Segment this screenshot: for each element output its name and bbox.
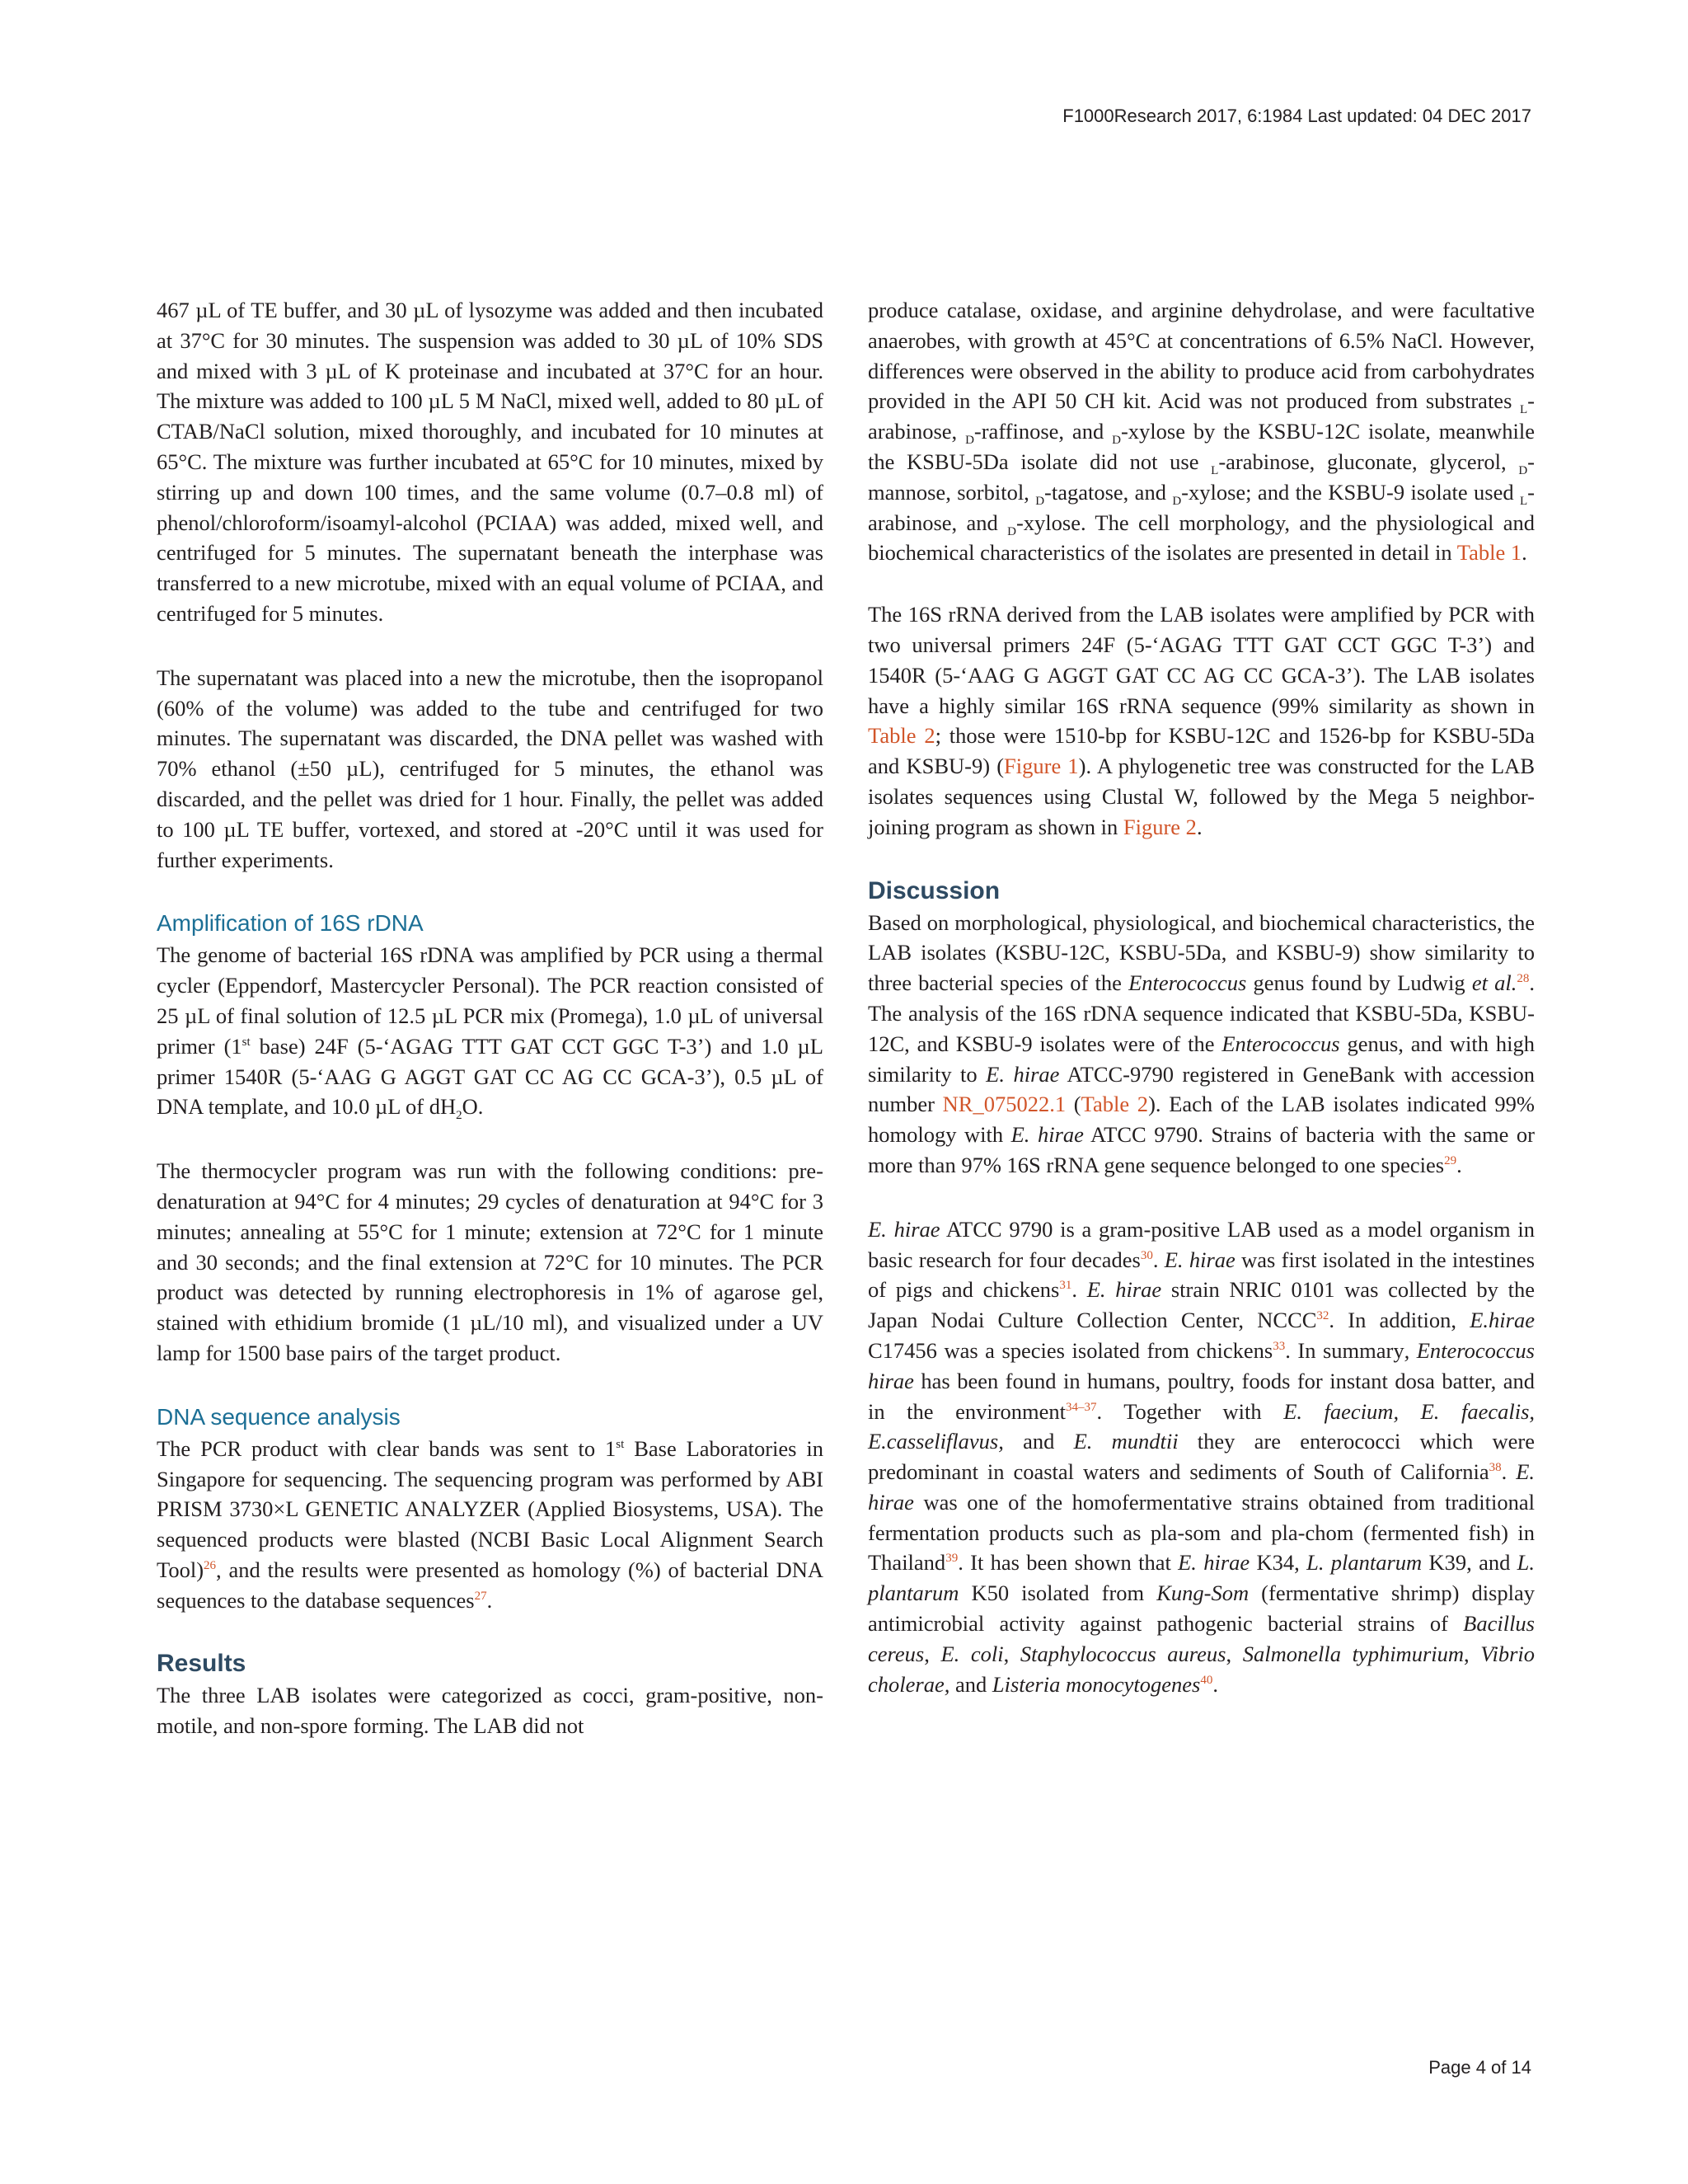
citation-link-31[interactable]: 31 <box>1059 1279 1072 1293</box>
table-1-link[interactable]: Table 1 <box>1456 540 1522 566</box>
page-number: Page 4 of 14 <box>1428 2057 1531 2078</box>
citation-link-38[interactable]: 38 <box>1489 1461 1502 1475</box>
paragraph-sequencing: The PCR product with clear bands was sent to 1st Base Laboratories in Singapore for sequencing. The sequencing program was performed by ABI PRISM 3730×L GENETIC ANALYZER (Applied Biosystems, USA). The sequenced products were blasted (NCBI Basic Local Alignment Search Tool)$^{26}$, and the results were presented as homology (%) of bacterial DNA sequences to the database sequences$^{27}$. <box>157 1435 823 1613</box>
paragraph-16s-rrna: The 16S rRNA derived from the LAB isolates were amplified by PCR with two universal primers 24F (5-‘AGAG TTT GAT CCT GGC T-3’) and 1540R (5-‘AAG G AGGT GAT CC AG CC GCA-3’). The LAB isolates have a highly similar 16S rRNA sequence (99% similarity as shown in Table 2; those were 1510-bp for KSBU-12C and 1526-bp for KSBU-5Da and KSBU-9) (Figure 1). A phylogenetic tree was constructed for the LAB isolates sequences using Clustal W, followed by the Mega 5 neighbor-joining program as shown in Figure 2. <box>868 602 1535 839</box>
heading-dna-sequence-analysis: DNA sequence analysis <box>157 1403 401 1430</box>
paragraph-pcr-reaction: The genome of bacterial 16S rDNA was amplified by PCR using a thermal cycler (Eppendorf, Mastercycler Personal). The PCR reaction consisted of 25 µL of final solution of 12.5 µL PCR mix (Promega), 1.0 µL of universal primer (1st base) 24F (5-‘AGAG TTT GAT CCT GGC T-3’) and 1.0 µL primer 1540R (5-‘AAG G AGGT GAT CC AG CC GCA-3’), 0.5 µL of DNA template, and 10.0 µL of $dH_2O$. <box>157 942 823 1123</box>
citation-link-30[interactable]: 30 <box>1140 1248 1153 1262</box>
paragraph-discussion-ehirae: E. hirae ATCC 9790 is a gram-positive LAB used as a model organism in basic research for four decades$^{30}$. E. hirae was first isolated in the intestines of pigs and chickens$^{31}$. E. hirae strain NRIC 0101 was collected by the Japan Nodai Culture Collection Center, NCCC$^{32}$. In addition, E.hirae C17456 was a species isolated from chickens$^{33}$. In summary, Enterococcus hirae has been found in humans, poultry, foods for instant dosa batter, and in the environment$^{34-37}$. Together with E. faecium, E. faecalis, E.casseliflavus, and E. mundtii they are enterococci which were predominant in coastal waters and sediments of South of California$^{38}$. E. hirae was one of the homofermentative strains obtained from traditional fermentation products such as pla-som and pla-chom (fermented fish) in Thailand$^{39}$. It has been shown that E. hirae K34, L. plantarum K39, and L. plantarum K50 isolated from Kung-Som (fermentative shrimp) display antimicrobial activity against pathogenic bacterial strains of Bacillus cereus, E. coli, Staphylococcus aureus, Salmonella typhimurium, Vibrio cholerae, and Listeria monocytogenes$^{40}$. <box>868 1216 1536 1697</box>
running-header: F1000Research 2017, 6:1984 Last updated: 04 DEC 2017 <box>1062 106 1531 126</box>
heading-amplification: Amplification of 16S rDNA <box>157 910 424 937</box>
paragraph-results-biochem: produce catalase, oxidase, and arginine dehydrolase, and were facultative anaerobes, with growth at 45°C at concentrations of 6.5% NaCl. However, differences were observed in the ability to produce acid from carbohydrates provided in the API 50 CH kit. Acid was not produced from substrates $_L$-arabinose, $_D$-raffinose, and $_D$-xylose by the KSBU-12C isolate, meanwhile the KSBU-5Da isolate did not use $_L$-arabinose, gluconate, glycerol, $_D$-mannose, sorbitol, $_D$-tagatose, and $_D$-xylose; and the KSBU-9 isolate used $_L$-arabinose, and $_D$-xylose. The cell morphology, and the physiological and biochemical characteristics of the isolates are presented in detail in Table 1. <box>868 298 1536 566</box>
paragraph-thermocycler: The thermocycler program was run with the following conditions: pre-denaturation at 94°C for 4 minutes; 29 cycles of denaturation at 94°C for 3 minutes; annealing at 55°C for 1 minute; extension at 72°C for 1 minute and 30 seconds; and the final extension at 72°C for 10 minutes. The PCR product was detected by running electrophoresis in 1% of agarose gel, stained with ethidium bromide (1 µL/10 ml), and visualized under a UV lamp for 1500 base pairs of the target product. <box>157 1158 823 1365</box>
citation-link-26[interactable]: 26 <box>204 1558 217 1572</box>
figure-2-link[interactable]: Figure 2 <box>1123 814 1197 839</box>
figure-1-link[interactable]: Figure 1 <box>1004 754 1079 779</box>
paragraph-results-intro: The three LAB isolates were categorized as cocci, gram-positive, non-motile, and non-spore forming. The LAB did not <box>157 1683 823 1739</box>
right-column <box>868 295 1535 1733</box>
citation-link-29[interactable]: 29 <box>1444 1153 1457 1167</box>
citation-link-32[interactable]: 32 <box>1316 1309 1329 1323</box>
citation-link-39[interactable]: 39 <box>945 1552 959 1566</box>
citation-link-28[interactable]: 28 <box>1517 972 1530 986</box>
citation-link-27[interactable]: 27 <box>474 1589 487 1603</box>
left-column <box>157 295 823 1775</box>
table-2-link[interactable]: Table 2 <box>868 723 935 749</box>
paragraph-discussion-similarity: Based on morphological, physiological, and biochemical characteristics, the LAB isolates (KSBU-12C, KSBU-5Da, and KSBU-9) show similarity to three bacterial species of the Enterococcus genus found by Ludwig et al.$^{28}$. The analysis of the 16S rDNA sequence indicated that KSBU-5Da, KSBU-12C, and KSBU-9 isolates were of the Enterococcus genus, and with high similarity to E. hirae ATCC-9790 registered in GeneBank with accession number NR_075022.1 (Table 2). Each of the LAB isolates indicated 99% homology with E. hirae ATCC 9790. Strains of bacteria with the same or more than 97% 16S rRNA gene sequence belonged to one species$^{29}$. <box>868 909 1536 1177</box>
paragraph-dna-extraction: 467 µL of TE buffer, and 30 µL of lysozyme was added and then incubated at 37°C for 30 minutes. The suspension was added to 30 µL of 10% SDS and mixed with 3 µL of K proteinase and incubated at 37°C for an hour. The mixture was added to 100 µL 5 M NaCl, mixed well, added to 80 µL of CTAB/NaCl solution, mixed thoroughly, and incubated for 10 minutes at 65°C. The mixture was further incubated at 65°C for 10 minutes, mixed by stirring up and down 100 times, and the same volume (0.7–0.8 ml) of phenol/chloroform/isoamyl-alcohol (PCIAA) was added, mixed well, and centrifuged for 5 minutes. The supernatant beneath the interphase was transferred to a new microtube, mixed with an equal volume of PCIAA, and centrifuged for 5 minutes. <box>157 298 823 626</box>
citation-link-33[interactable]: 33 <box>1273 1339 1286 1353</box>
accession-link[interactable]: NR_075022.1 <box>942 1092 1067 1117</box>
heading-results: Results <box>157 1650 246 1678</box>
table-2-link-discussion[interactable]: Table 2 <box>1081 1092 1149 1117</box>
citation-link-34-37[interactable]: 34–37 <box>1066 1400 1097 1414</box>
heading-discussion: Discussion <box>868 876 1001 904</box>
citation-link-40[interactable]: 40 <box>1200 1673 1213 1687</box>
paragraph-dna-pellet: The supernatant was placed into a new the microtube, then the isopropanol (60% of the volume) was added to the tube and centrifuged for two minutes. The supernatant was discarded, the DNA pellet was washed with 70% ethanol (±50 µL), centrifuged for 5 minutes, the ethanol was discarded, and the pellet was dried for 1 hour. Finally, the pellet was added to 100 µL TE buffer, vortexed, and stored at -20°C until it was used for further experiments. <box>157 665 823 872</box>
